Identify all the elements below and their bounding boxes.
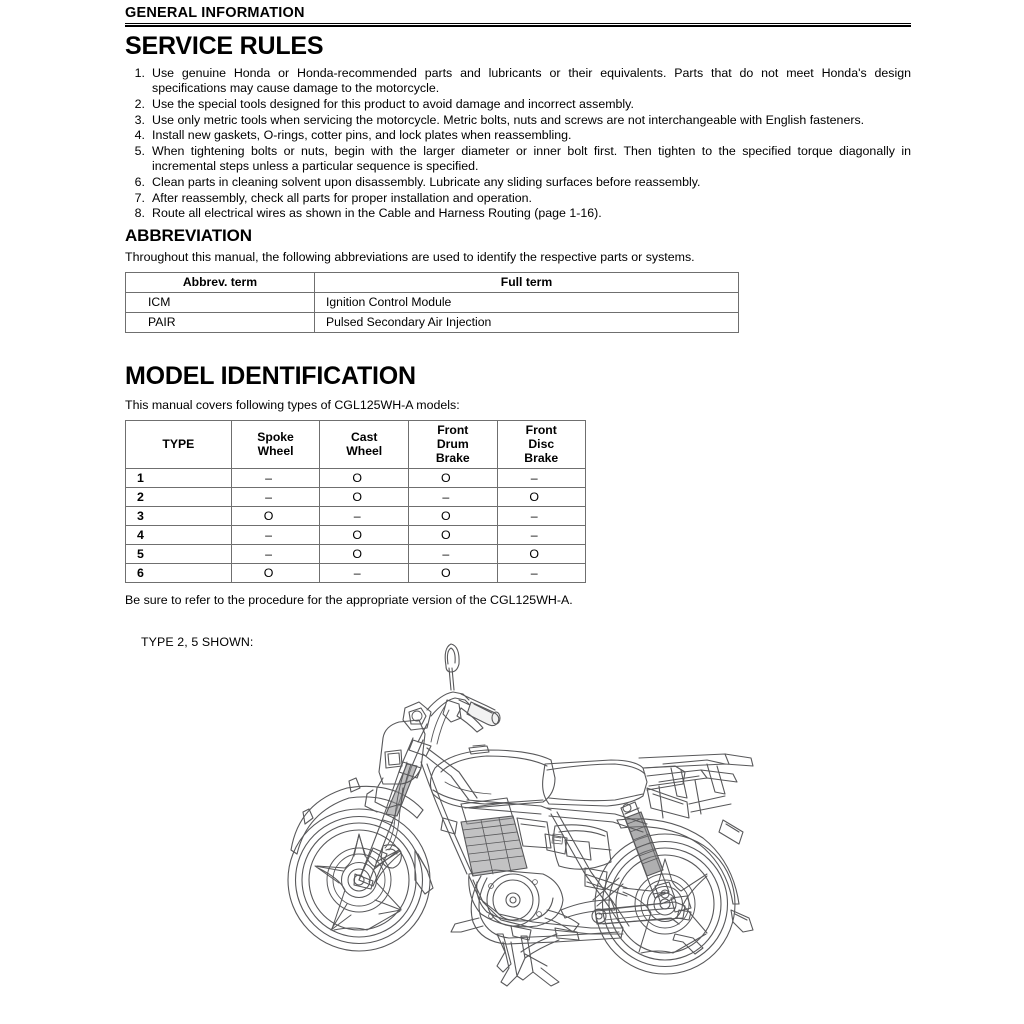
spoke-wheel-cell: –	[231, 526, 320, 545]
cast-wheel-column-header	[320, 421, 409, 469]
abbreviation-title: ABBREVIATION	[125, 225, 252, 245]
header-line: Wheel	[257, 443, 294, 458]
footpeg-and-stand	[497, 910, 753, 986]
front-disc-brake-column-header	[497, 421, 586, 469]
rule-text: Clean parts in cleaning solvent upon disassembly. Lubricate any sliding surfaces before reassembly.	[152, 175, 701, 190]
rule-item	[125, 144, 911, 175]
type-number-cell: 3	[126, 507, 232, 526]
header-line: Disc	[528, 436, 555, 451]
table-header-row	[126, 272, 739, 292]
front-drum-brake-cell: O	[409, 526, 497, 545]
type-number-cell: 5	[126, 545, 232, 564]
abbreviation-intro: Throughout this manual, the following abbreviations are used to identify the respective parts or systems.	[125, 249, 695, 264]
model-identification-title: MODEL IDENTIFICATION	[125, 361, 416, 390]
header-rule-thick	[125, 25, 911, 27]
rule-item	[125, 175, 911, 191]
spoke-wheel-cell: –	[231, 469, 320, 488]
front-drum-brake-cell: –	[409, 545, 497, 564]
front-disc-brake-cell: –	[497, 526, 586, 545]
rear-wheel-group	[595, 834, 735, 974]
header-line: Spoke	[257, 430, 294, 445]
rule-text: Use genuine Honda or Honda-recommended parts and lubricants or their equivalents. Parts that do not meet Honda's design specifications may cause damage to the motorcycle.	[152, 65, 911, 96]
rule-item	[125, 191, 911, 207]
full-term-cell: Ignition Control Module	[315, 292, 739, 312]
abbreviation-table	[125, 272, 739, 333]
rule-number: 1.	[134, 65, 145, 80]
rule-number: 3.	[134, 112, 145, 127]
rule-number: 8.	[134, 206, 145, 221]
cast-wheel-cell: O	[320, 469, 409, 488]
table-row	[126, 469, 586, 488]
rule-text: After reassembly, check all parts for proper installation and operation.	[152, 190, 532, 205]
front-drum-brake-column-header	[409, 421, 497, 469]
rule-text: Use only metric tools when servicing the motorcycle. Metric bolts, nuts and screws are not interchangeable with English fasteners.	[152, 112, 865, 127]
abbrev-term-cell: ICM	[126, 292, 315, 312]
rule-item	[125, 66, 911, 97]
rule-number: 5.	[134, 143, 145, 158]
header-rule-thin	[125, 23, 911, 24]
abbrev-term-cell: PAIR	[126, 312, 315, 332]
instrument-cluster	[403, 702, 431, 730]
side-cover	[554, 825, 611, 869]
front-drum-brake-cell: –	[409, 488, 497, 507]
spoke-wheel-cell: O	[231, 564, 320, 583]
header-line: Wheel	[346, 443, 383, 458]
rule-text: Use the special tools designed for this product to avoid damage and incorrect assembly.	[152, 96, 634, 111]
rule-text: Route all electrical wires as shown in the Cable and Harness Routing (page 1-16).	[152, 206, 602, 221]
table-header-row	[126, 421, 586, 469]
header-line: Drum	[436, 436, 469, 451]
front-drum-brake-cell: O	[409, 564, 497, 583]
model-identification-note: Be sure to refer to the procedure for the appropriate version of the CGL125WH-A.	[125, 593, 573, 608]
running-header-title: GENERAL INFORMATION	[125, 5, 305, 21]
header-line: Cast	[351, 430, 378, 445]
table-row	[126, 526, 586, 545]
header-line: Brake	[435, 450, 470, 465]
table-row	[126, 564, 586, 583]
table-row	[126, 545, 586, 564]
type-column-header: TYPE	[126, 421, 232, 469]
front-drum-brake-cell: O	[409, 469, 497, 488]
header-line: Brake	[524, 450, 559, 465]
figure-caption: TYPE 2, 5 SHOWN:	[141, 635, 254, 650]
table-row	[126, 312, 739, 332]
front-disc-brake-cell: –	[497, 507, 586, 526]
header-line: Front	[437, 423, 469, 438]
type-number-cell: 1	[126, 469, 232, 488]
cast-wheel-cell: O	[320, 545, 409, 564]
spoke-wheel-cell: –	[231, 488, 320, 507]
front-disc-brake-cell: O	[497, 545, 586, 564]
spoke-wheel-column-header	[231, 421, 320, 469]
rule-item	[125, 97, 911, 113]
cast-wheel-cell: –	[320, 564, 409, 583]
rule-number: 2.	[134, 96, 145, 111]
type-number-cell: 4	[126, 526, 232, 545]
type-number-cell: 2	[126, 488, 232, 507]
front-disc-brake-cell: –	[497, 469, 586, 488]
full-term-cell: Pulsed Secondary Air Injection	[315, 312, 739, 332]
cast-wheel-cell: O	[320, 488, 409, 507]
rule-number: 4.	[134, 128, 145, 143]
handlebar-assembly	[427, 692, 500, 744]
model-identification-intro: This manual covers following types of CGL125WH-A models:	[125, 398, 460, 413]
full-term-header: Full term	[315, 272, 739, 292]
front-disc-brake-cell: O	[497, 488, 586, 507]
table-row	[126, 292, 739, 312]
rule-number: 6.	[134, 175, 145, 190]
table-row	[126, 507, 586, 526]
rear-carrier-rack	[639, 754, 753, 818]
table-row	[126, 488, 586, 507]
section-spacer	[125, 333, 911, 363]
rule-item	[125, 113, 911, 129]
running-header	[125, 0, 911, 27]
rule-item	[125, 128, 911, 144]
model-type-table	[125, 420, 586, 583]
rule-text: Install new gaskets, O-rings, cotter pins, and lock plates when reassembling.	[152, 128, 572, 143]
motorcycle-illustration	[255, 642, 785, 997]
front-disc-brake-cell: –	[497, 564, 586, 583]
cast-wheel-cell: O	[320, 526, 409, 545]
front-drum-brake-cell: O	[409, 507, 497, 526]
rule-text: When tightening bolts or nuts, begin with the larger diameter or inner bolt first. Then tighten to the specified torque diagonally in incremental steps unless a particular sequence is specified.	[152, 143, 911, 174]
spoke-wheel-cell: –	[231, 545, 320, 564]
page-content	[125, 0, 911, 651]
fuel-tank	[430, 745, 555, 808]
service-rules-list	[125, 66, 911, 222]
type-number-cell: 6	[126, 564, 232, 583]
service-rules-title: SERVICE RULES	[125, 32, 324, 61]
rear-view-mirror	[445, 644, 459, 690]
rule-item	[125, 206, 911, 222]
cast-wheel-cell: –	[320, 507, 409, 526]
abbrev-term-header: Abbrev. term	[126, 272, 315, 292]
spoke-wheel-cell: O	[231, 507, 320, 526]
rule-number: 7.	[134, 190, 145, 205]
header-line: Front	[525, 423, 557, 438]
